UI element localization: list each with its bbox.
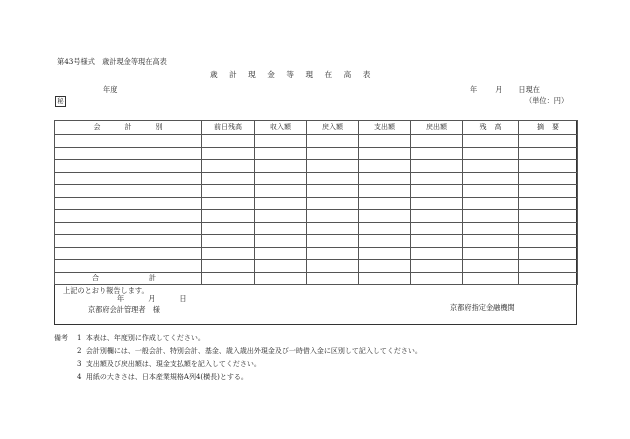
as-of-year: 年 bbox=[470, 85, 478, 94]
col-header-account: 会計別 bbox=[55, 121, 202, 135]
col-header-refund-in: 戻入額 bbox=[307, 121, 359, 135]
table-cell bbox=[255, 247, 307, 260]
confidential-stamp: 秘 bbox=[55, 96, 66, 107]
table-cell bbox=[307, 210, 359, 223]
report-month: 月 bbox=[148, 294, 156, 303]
table-cell bbox=[411, 210, 463, 223]
table-row bbox=[55, 222, 578, 235]
table-cell bbox=[255, 135, 307, 148]
table-cell bbox=[359, 247, 411, 260]
table-cell bbox=[202, 172, 255, 185]
table-cell bbox=[411, 160, 463, 173]
note-item-1: 1 本表は、年度別に作成してください。 bbox=[77, 334, 205, 342]
table-cell bbox=[463, 260, 519, 273]
table-cell bbox=[411, 172, 463, 185]
table-cell bbox=[519, 247, 578, 260]
table-cell bbox=[55, 210, 202, 223]
table-cell bbox=[255, 260, 307, 273]
col-header-payments: 支出額 bbox=[359, 121, 411, 135]
report-year: 年 bbox=[117, 294, 125, 303]
table-cell bbox=[307, 222, 359, 235]
ledger-table bbox=[54, 120, 578, 285]
table-cell bbox=[202, 135, 255, 148]
table-cell bbox=[359, 135, 411, 148]
table-cell bbox=[55, 135, 202, 148]
table-cell bbox=[519, 235, 578, 248]
table-cell bbox=[359, 197, 411, 210]
table-cell bbox=[359, 210, 411, 223]
table-cell bbox=[55, 247, 202, 260]
note-item-3: 3 支出額及び戻出額は、現金支払額を記入してください。 bbox=[77, 360, 261, 368]
table-cell bbox=[55, 185, 202, 198]
table-cell bbox=[55, 235, 202, 248]
unit-label: （単位：円） bbox=[525, 96, 569, 105]
table-cell bbox=[411, 222, 463, 235]
header-row bbox=[55, 121, 578, 135]
as-of-day: 日現在 bbox=[518, 85, 540, 94]
total-cell bbox=[202, 272, 255, 285]
table-cell bbox=[202, 160, 255, 173]
as-of-month: 月 bbox=[495, 85, 503, 94]
table-row bbox=[55, 197, 578, 210]
table-cell bbox=[359, 222, 411, 235]
note-item-2: 2 会計別欄には、一般会計、特別会計、基金、歳入歳出外現金及び一時借入金に区別して記入してください。 bbox=[77, 347, 422, 355]
table-cell bbox=[307, 197, 359, 210]
form-number: 第43号様式 歳計現金等現在高表 bbox=[57, 57, 167, 66]
table-cell bbox=[202, 247, 255, 260]
table-cell bbox=[359, 160, 411, 173]
table-cell bbox=[202, 260, 255, 273]
bank-name: 京都府指定金融機関 bbox=[450, 303, 515, 312]
table-cell bbox=[55, 260, 202, 273]
table-cell bbox=[519, 222, 578, 235]
table-cell bbox=[307, 147, 359, 160]
table-cell bbox=[202, 147, 255, 160]
table-cell bbox=[55, 160, 202, 173]
fiscal-year-label: 年度 bbox=[103, 85, 118, 94]
total-cell bbox=[411, 272, 463, 285]
table-cell bbox=[202, 210, 255, 223]
table-cell bbox=[411, 260, 463, 273]
total-cell bbox=[307, 272, 359, 285]
table-row bbox=[55, 147, 578, 160]
table-cell bbox=[463, 160, 519, 173]
table-cell bbox=[519, 135, 578, 148]
table-cell bbox=[255, 147, 307, 160]
col-header-prev-balance: 前日残高 bbox=[202, 121, 255, 135]
table-row bbox=[55, 260, 578, 273]
as-of-date bbox=[470, 86, 540, 93]
table-cell bbox=[202, 197, 255, 210]
col-header-receipts: 収入額 bbox=[255, 121, 307, 135]
col-header-balance: 残高 bbox=[463, 121, 519, 135]
addressee: 京都府会計管理者 様 bbox=[88, 305, 160, 314]
table-cell bbox=[202, 222, 255, 235]
table-cell bbox=[463, 172, 519, 185]
table-cell bbox=[307, 172, 359, 185]
table-cell bbox=[255, 235, 307, 248]
table-cell bbox=[411, 147, 463, 160]
table-cell bbox=[519, 197, 578, 210]
table-cell bbox=[463, 197, 519, 210]
table-cell bbox=[307, 160, 359, 173]
table-cell bbox=[359, 185, 411, 198]
table-cell bbox=[411, 197, 463, 210]
table-cell bbox=[307, 247, 359, 260]
table-cell bbox=[519, 147, 578, 160]
table-cell bbox=[463, 135, 519, 148]
table-cell bbox=[307, 135, 359, 148]
table-cell bbox=[411, 235, 463, 248]
table-cell bbox=[359, 260, 411, 273]
table-cell bbox=[255, 222, 307, 235]
table-cell bbox=[519, 260, 578, 273]
table-row bbox=[55, 185, 578, 198]
total-cell bbox=[255, 272, 307, 285]
table-cell bbox=[411, 185, 463, 198]
table-row bbox=[55, 135, 578, 148]
table-cell bbox=[307, 235, 359, 248]
notes-label: 備考 bbox=[54, 334, 68, 342]
table-cell bbox=[463, 185, 519, 198]
table-cell bbox=[463, 147, 519, 160]
table-cell bbox=[463, 210, 519, 223]
table-cell bbox=[411, 135, 463, 148]
table-cell bbox=[307, 185, 359, 198]
table-cell bbox=[359, 172, 411, 185]
table-cell bbox=[255, 172, 307, 185]
report-day: 日 bbox=[179, 294, 187, 303]
table-cell bbox=[519, 172, 578, 185]
table-cell bbox=[255, 197, 307, 210]
total-label: 合 計 bbox=[55, 272, 202, 285]
table-cell bbox=[202, 235, 255, 248]
table-cell bbox=[202, 185, 255, 198]
note-item-4: 4 用紙の大きさは、日本産業規格A列4(横長)とする。 bbox=[77, 373, 248, 381]
table-cell bbox=[463, 235, 519, 248]
table-row bbox=[55, 210, 578, 223]
table-cell bbox=[411, 247, 463, 260]
table-cell bbox=[359, 235, 411, 248]
table-cell bbox=[307, 260, 359, 273]
col-header-remarks: 摘要 bbox=[519, 121, 578, 135]
table-cell bbox=[55, 197, 202, 210]
table-cell bbox=[255, 160, 307, 173]
page-title: 歳計現金等現在高表 bbox=[210, 70, 382, 79]
table-cell bbox=[55, 147, 202, 160]
table-cell bbox=[463, 247, 519, 260]
table-cell bbox=[55, 222, 202, 235]
table-cell bbox=[519, 160, 578, 173]
table-row bbox=[55, 172, 578, 185]
table-cell bbox=[255, 210, 307, 223]
report-statement: 上記のとおり報告します。 bbox=[63, 286, 149, 295]
table-row bbox=[55, 235, 578, 248]
table-cell bbox=[359, 147, 411, 160]
table-cell bbox=[519, 210, 578, 223]
total-cell bbox=[463, 272, 519, 285]
col-header-refund-out: 戻出額 bbox=[411, 121, 463, 135]
total-cell bbox=[519, 272, 578, 285]
table-cell bbox=[519, 185, 578, 198]
table-cell bbox=[463, 222, 519, 235]
table-row bbox=[55, 247, 578, 260]
total-row bbox=[55, 272, 578, 285]
table-row bbox=[55, 160, 578, 173]
report-date bbox=[117, 295, 187, 302]
table-cell bbox=[255, 185, 307, 198]
total-cell bbox=[359, 272, 411, 285]
table-cell bbox=[55, 172, 202, 185]
